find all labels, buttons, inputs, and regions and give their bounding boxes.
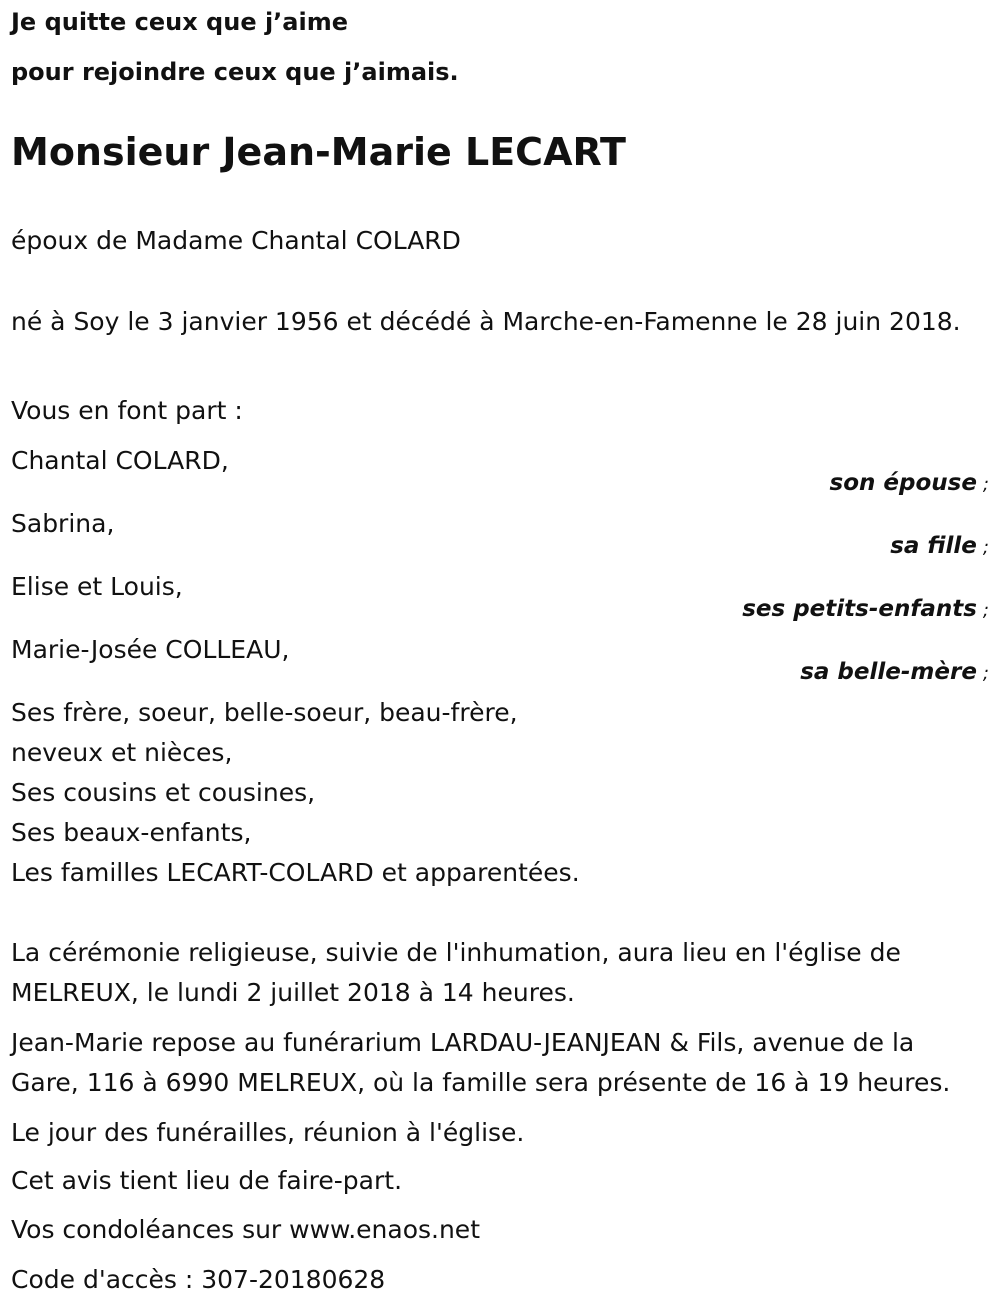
family-member-relation — [830, 470, 989, 496]
relation-separator: ; — [982, 537, 989, 558]
relatives-line: neveux et nièces, — [11, 738, 233, 767]
relatives-line: Ses frère, soeur, belle-soeur, beau-frère, — [11, 698, 518, 727]
epigraph-line-1: Je quitte ceux que j’aime — [11, 8, 349, 36]
relation-label: ses petits-enfants — [742, 596, 977, 622]
birth-death-line: né à Soy le 3 janvier 1956 et décédé à Marche-en-Famenne le 28 juin 2018. — [11, 307, 961, 336]
family-member-name: Elise et Louis, — [11, 572, 183, 601]
relation-separator: ; — [982, 663, 989, 684]
relatives-line: Ses beaux-enfants, — [11, 818, 252, 847]
access-code: Code d'accès : 307-20180628 — [11, 1265, 386, 1294]
notice-note: Cet avis tient lieu de faire-part. — [11, 1166, 403, 1195]
relation-label: sa belle-mère — [800, 659, 977, 685]
relatives-line: Ses cousins et cousines, — [11, 778, 316, 807]
meeting-note: Le jour des funérailles, réunion à l'église. — [11, 1118, 525, 1147]
funerarium-details: Jean-Marie repose au funérarium LARDAU-JEANJEAN & Fils, avenue de la Gare, 116 à 6990 MELREUX, où la famille sera présente de 16 à 19 heures. — [11, 1028, 951, 1097]
family-member-relation — [800, 659, 989, 685]
spouse-line: époux de Madame Chantal COLARD — [11, 226, 461, 255]
relatives-line: Les familles LECART-COLARD et apparentées. — [11, 858, 580, 887]
family-member-relation — [890, 533, 989, 559]
family-member-relation — [742, 596, 989, 622]
relation-label: sa fille — [890, 533, 977, 559]
relation-separator: ; — [982, 474, 989, 495]
epigraph-line-2: pour rejoindre ceux que j’aimais. — [11, 58, 459, 86]
relation-label: son épouse — [829, 470, 977, 496]
condolences-link: Vos condoléances sur www.enaos.net — [11, 1215, 480, 1244]
family-member-name: Sabrina, — [11, 509, 115, 538]
ceremony-details: La cérémonie religieuse, suivie de l'inhumation, aura lieu en l'église de MELREUX, le lundi 2 juillet 2018 à 14 heures. — [11, 938, 901, 1007]
announcers-intro: Vous en font part : — [11, 396, 243, 425]
family-member-name: Marie-Josée COLLEAU, — [11, 635, 290, 664]
family-member-name: Chantal COLARD, — [11, 446, 229, 475]
relation-separator: ; — [982, 600, 989, 621]
deceased-name: Monsieur Jean-Marie LECART — [11, 130, 626, 174]
